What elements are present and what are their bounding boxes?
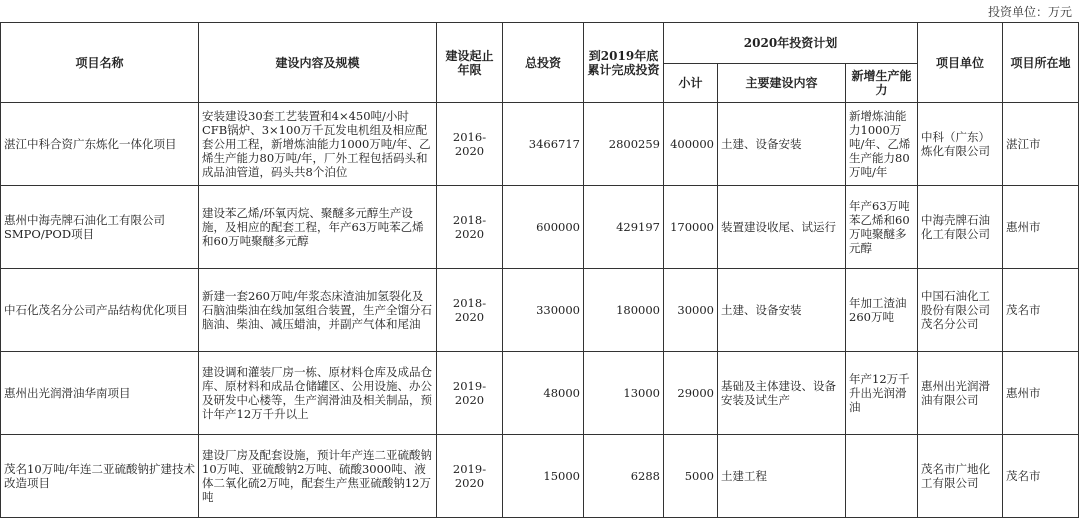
header-done2019: 到2019年底累计完成投资 [584,23,664,103]
cell-content: 安装建设30套工艺装置和4×450吨/小时CFB锅炉、3×100万千瓦发电机组及相应配套公用工程，新增炼油能力1000万吨/年、乙烯生产能力80万吨/年，厂外工程包括码头和成品油管道，码头共8个泊位 [199,103,437,186]
cell-total: 15000 [503,435,584,518]
header-name: 项目名称 [1,23,199,103]
cell-new-capacity: 新增炼油能力1000万吨/年、乙烯生产能力80万吨/年 [846,103,918,186]
cell-unit: 茂名市广地化工有限公司 [918,435,1003,518]
cell-period: 2016-2020 [437,103,503,186]
header-new-capacity: 新增生产能力 [846,64,918,103]
cell-unit: 中国石油化工股份有限公司茂名分公司 [918,269,1003,352]
cell-name: 茂名10万吨/年连二亚硫酸钠扩建技术改造项目 [1,435,199,518]
cell-content: 建设调和灌装厂房一栋、原材料仓库及成品仓库、原材料和成品仓储罐区、公用设施、办公及研发中心楼等，生产润滑油及相关制品，预计年产12万千升以上 [199,352,437,435]
cell-subtotal: 30000 [664,269,718,352]
table-row [1,186,1079,269]
header-content: 建设内容及规模 [199,23,437,103]
cell-location: 茂名市 [1003,435,1079,518]
cell-location: 茂名市 [1003,269,1079,352]
cell-unit: 中海壳牌石油化工有限公司 [918,186,1003,269]
cell-total: 3466717 [503,103,584,186]
cell-new-capacity: 年加工渣油260万吨 [846,269,918,352]
header-period: 建设起止年限 [437,23,503,103]
cell-subtotal: 5000 [664,435,718,518]
cell-location: 惠州市 [1003,186,1079,269]
header-plan2020: 2020年投资计划 [664,23,918,64]
cell-total: 600000 [503,186,584,269]
cell-done2019: 180000 [584,269,664,352]
cell-content: 建设厂房及配套设施，预计年产连二亚硫酸钠10万吨、亚硫酸钠2万吨、硫酸3000吨、液体二氧化硫2万吨，配套生产焦亚硫酸钠12万吨 [199,435,437,518]
cell-done2019: 13000 [584,352,664,435]
header-subtotal: 小计 [664,64,718,103]
cell-period: 2018-2020 [437,269,503,352]
cell-name: 惠州中海壳牌石油化工有限公司SMPO/POD项目 [1,186,199,269]
header-location: 项目所在地 [1003,23,1079,103]
cell-done2019: 6288 [584,435,664,518]
table-row [1,103,1079,186]
table-row [1,269,1079,352]
unit-label: 投资单位：万元 [987,5,1072,19]
cell-subtotal: 29000 [664,352,718,435]
cell-name: 惠州出光润滑油华南项目 [1,352,199,435]
cell-new-capacity: 年产12万千升出光润滑油 [846,352,918,435]
header-unit: 项目单位 [918,23,1003,103]
cell-main-content: 基础及主体建设、设备安装及试生产 [718,352,846,435]
cell-new-capacity [846,435,918,518]
cell-content: 新建一套260万吨/年浆态床渣油加氢裂化及石脑油柴油在线加氢组合装置，生产全馏分石脑油、柴油、减压蜡油，并副产气体和尾油 [199,269,437,352]
cell-main-content: 土建工程 [718,435,846,518]
cell-content: 建设苯乙烯/环氧丙烷、聚醚多元醇生产设施，及相应的配套工程，年产63万吨苯乙烯和60万吨聚醚多元醇 [199,186,437,269]
cell-unit: 惠州出光润滑油有限公司 [918,352,1003,435]
cell-main-content: 土建、设备安装 [718,103,846,186]
cell-subtotal: 170000 [664,186,718,269]
cell-main-content: 土建、设备安装 [718,269,846,352]
cell-new-capacity: 年产63万吨苯乙烯和60万吨聚醚多元醇 [846,186,918,269]
cell-location: 湛江市 [1003,103,1079,186]
table-row [1,352,1079,435]
cell-main-content: 装置建设收尾、试运行 [718,186,846,269]
cell-subtotal: 400000 [664,103,718,186]
cell-period: 2019-2020 [437,352,503,435]
table-row [1,435,1079,518]
cell-name: 湛江中科合资广东炼化一体化项目 [1,103,199,186]
cell-done2019: 429197 [584,186,664,269]
cell-done2019: 2800259 [584,103,664,186]
cell-unit: 中科（广东）炼化有限公司 [918,103,1003,186]
cell-period: 2018-2020 [437,186,503,269]
cell-location: 惠州市 [1003,352,1079,435]
header-main-content: 主要建设内容 [718,64,846,103]
cell-name: 中石化茂名分公司产品结构优化项目 [1,269,199,352]
header-total: 总投资 [503,23,584,103]
cell-total: 330000 [503,269,584,352]
cell-period: 2019-2020 [437,435,503,518]
cell-total: 48000 [503,352,584,435]
investment-plan-table [0,22,1079,518]
